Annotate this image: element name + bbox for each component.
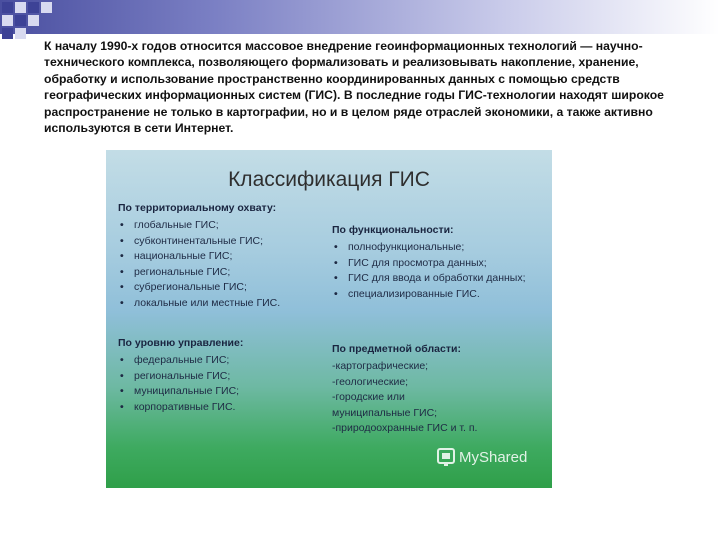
list-item: • федеральные ГИС;	[118, 353, 318, 369]
functional-heading: По функциональности:	[332, 224, 454, 236]
list-item: • глобальные ГИС;	[118, 218, 328, 234]
list-item: • ГИС для ввода и обработки данных;	[332, 271, 532, 287]
header-band	[0, 0, 720, 34]
functional-list	[332, 240, 532, 302]
list-item: -природоохранные ГИС и т. п.	[332, 422, 478, 434]
classification-slide-image	[106, 150, 552, 488]
list-item: -картографические;	[332, 360, 429, 372]
subject-list	[332, 359, 542, 437]
slide-title: Классификация ГИС	[228, 168, 430, 191]
management-heading: По уровню управление:	[118, 337, 244, 349]
list-item: • субконтинентальные ГИС;	[118, 234, 328, 250]
subject-column	[332, 343, 542, 437]
checkered-squares-icon	[0, 0, 80, 40]
list-item: • локальные или местные ГИС.	[118, 296, 328, 312]
list-item: муниципальные ГИС;	[332, 406, 438, 419]
list-item: • ГИС для просмотра данных;	[332, 256, 532, 272]
list-item: -городские или	[332, 391, 405, 403]
list-item: • полнофункциональные;	[332, 240, 532, 256]
management-list	[118, 353, 318, 415]
list-item: • национальные ГИС;	[118, 249, 328, 265]
territorial-heading: По территориальному охвату:	[118, 202, 277, 214]
territorial-list	[118, 218, 328, 311]
management-column	[118, 337, 318, 415]
watermark-text: MyShared	[459, 448, 528, 466]
list-item: • субрегиональные ГИС;	[118, 280, 328, 296]
watermark	[436, 447, 527, 467]
list-item: • корпоративные ГИС.	[118, 400, 318, 416]
territorial-column	[118, 202, 328, 311]
myshared-logo-icon	[436, 447, 456, 467]
list-item: -геологические;	[332, 375, 409, 388]
intro-paragraph: К началу 1990-х годов относится массовое внедрение геоинформационных технологий — научно-технического комплекса, позволяющего формализовать и реализовывать накопление, хранение, обработку и использование пространственно координированных данных с помощью средств географических информационных систем (ГИС). В последние годы ГИС-технологии находят широкое распространение не только в картографии, но и в целом ряде отраслей экономики, а также активно используются в сети Интернет.	[44, 39, 664, 136]
list-item: • региональные ГИС;	[118, 369, 318, 385]
functional-column	[332, 224, 532, 302]
list-item: • муниципальные ГИС;	[118, 384, 318, 400]
list-item: • региональные ГИС;	[118, 265, 328, 281]
subject-heading: По предметной области:	[332, 343, 461, 355]
list-item: • специализированные ГИС.	[332, 287, 532, 303]
